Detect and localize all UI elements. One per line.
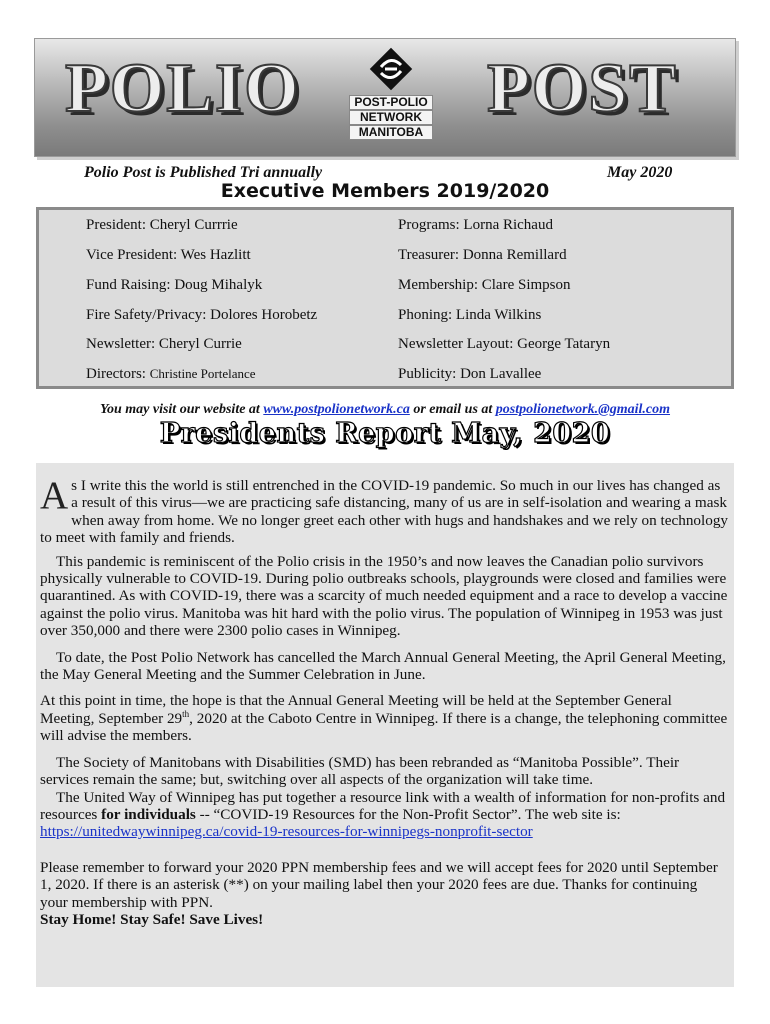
paragraph-text: s I write this the world is still entrenched in the COVID-19 pandemic. So much in our lives has changed as a result of this virus—we are practicing safe distancing, many of us are in self-isolation and wearing a mask when away from home. We no longer greet each other with hugs and handshakes and we rely on technology to meet with family and friends. [40, 477, 729, 547]
exec-member: Phoning: Linda Wilkins [398, 307, 542, 323]
exec-member: Newsletter Layout: George Tataryn [398, 336, 611, 352]
contact-middle: or email us at [409, 402, 496, 417]
presidents-report [36, 463, 734, 987]
logo-text [349, 95, 433, 140]
report-title: Presidents Report May, 2020 [159, 418, 611, 449]
report-paragraph [40, 474, 729, 547]
contact-prefix: You may visit our website at [99, 402, 264, 417]
report-paragraph: This pandemic is reminiscent of the Polio crisis in the 1950’s and now leaves the Canadian polio survivors physically vulnerable to COVID-19. During polio outbreaks schools, playgrounds were closed and families were quarantined. As with COVID-19, there was a scarcity of much needed equipment and a race to develop a vaccine against the polio virus. Manitoba was hit hard with the polio virus. The population of Winnipeg in 1953 was just over 350,000 and there were 2300 polio cases in Winnipeg. [40, 552, 728, 640]
logo-line: NETWORK [349, 110, 433, 125]
executive-heading: Executive Members 2019/2020 [220, 180, 550, 202]
publication-frequency: Polio Post is Published Tri annually [84, 164, 323, 181]
website-link[interactable]: www.postpolionetwork.ca [263, 402, 410, 417]
exec-member: Membership: Clare Simpson [398, 277, 571, 293]
exec-member: Newsletter: Cheryl Currie [86, 336, 242, 352]
issue-date: May 2020 [607, 164, 673, 181]
bold-text: for individuals [101, 805, 196, 823]
closing-line [40, 911, 728, 928]
united-way-link[interactable]: https://unitedwaywinnipeg.ca/covid-19-resources-for-winnipegs-nonprofit-sector [40, 823, 533, 841]
exec-member: Programs: Lorna Richaud [398, 217, 553, 233]
paragraph-text: , 2020 at the Caboto Centre in Winnipeg. If there is a change, the telephoning committee will advise the members. [40, 709, 728, 745]
report-paragraph: The Society of Manitobans with Disabilities (SMD) has been rebranded as “Manitoba Possible”. Their services remain the same; but, switching over all aspects of the organization will take time. [40, 753, 680, 789]
paragraph-text: At this point in time, the hope is that the Annual General Meeting will be held at the September General Meeting, September 29 [40, 692, 672, 727]
post-polio-network-logo [345, 45, 437, 149]
exec-member: Vice President: Wes Hazlitt [86, 247, 251, 263]
masthead-banner [34, 38, 736, 157]
paragraph-text: The United Way of Winnipeg has put together a resource link with a wealth of information for non-profits and resources [40, 788, 726, 823]
contact-line [0, 402, 770, 418]
closing-text: Stay Home! Stay Safe! Save Lives! [40, 910, 264, 928]
paragraph-text: -- “COVID-19 Resources for the Non-Profit Sector”. The web site is: [195, 805, 621, 823]
masthead-title-right: POST [487, 50, 678, 127]
exec-directors [86, 366, 256, 383]
logo-emblem-icon [367, 45, 415, 93]
exec-member: Fire Safety/Privacy: Dolores Horobetz [86, 307, 318, 323]
superscript: th [182, 708, 190, 719]
email-link[interactable]: postpolionetwork.@gmail.com [495, 402, 671, 417]
logo-line: POST-POLIO [349, 95, 433, 110]
exec-member: Treasurer: Donna Remillard [398, 247, 567, 263]
drop-cap: A [40, 474, 69, 517]
directors-name: Christine Portelance [149, 366, 256, 381]
exec-member: Publicity: Don Lavallee [398, 366, 542, 382]
exec-member: President: Cheryl Currrie [86, 217, 238, 233]
report-paragraph [40, 789, 728, 841]
logo-line: MANITOBA [349, 125, 433, 140]
exec-member: Fund Raising: Doug Mihalyk [86, 277, 263, 293]
masthead-title-left: POLIO [65, 50, 301, 127]
report-paragraph: Please remember to forward your 2020 PPN membership fees and we will accept fees for 2020 until September 1, 2020. If there is an asterisk (**) on your mailing label then your 2020 fees are due. Thanks for continuing your membership with PPN. [40, 858, 718, 911]
executive-members-box [36, 207, 734, 389]
directors-label: Directors: [86, 366, 150, 382]
report-paragraph [40, 692, 728, 744]
report-paragraph: To date, the Post Polio Network has cancelled the March Annual General Meeting, the April General Meeting, the May General Meeting and the Summer Celebration in June. [40, 648, 726, 684]
